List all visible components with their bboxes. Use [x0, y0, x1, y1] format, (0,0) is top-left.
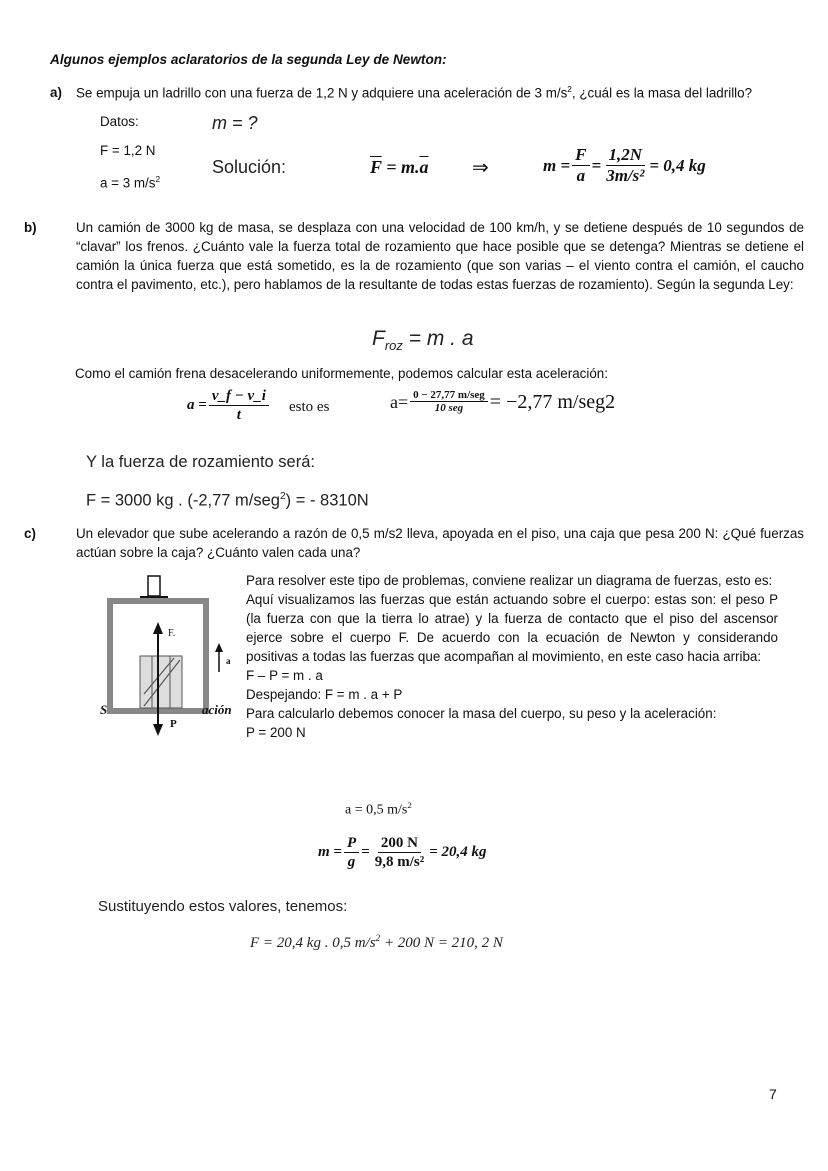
elevator-force-diagram [96, 572, 242, 742]
caption-fragment-right: ación [202, 702, 232, 717]
solucion-label: Solución: [212, 157, 287, 177]
froz-equation: $F_{roz} = m$ . a [372, 327, 474, 354]
acceleration-a-label: a [226, 656, 231, 666]
unknown-mass: m = ? [212, 113, 258, 133]
sustituyendo-text: Sustituyendo estos valores, tenemos: [98, 898, 348, 915]
text-line-4: Despejando: F = m . a + P [246, 687, 403, 702]
dato-fuerza: F = 1,2 N [100, 143, 156, 158]
fuerza-rozamiento-text: Y la fuerza de rozamiento será: [86, 453, 315, 471]
final-force-equation: F = 20,4 kg . 0,5 $m/s^2 + 200$ N = 210, 2 N [250, 934, 503, 951]
caption-fragment-left: S [100, 702, 108, 717]
mass-solution: m = $\frac{F}{a}$ = $\frac{1,2N}{\text{3m/s²}}$ = 0,4 kg [543, 145, 706, 185]
text-line-2: Aquí visualizamos las fuerzas que están actuando sobre el cuerpo: estas son: el peso P (la fuerza con que la tierra lo atrae) y la fuerza de contacto que el piso del ascensor ejerce sobre el cuerpo F. De acuerdo con la ecuación de Newton y considerando positivas a todas las fuerzas que acompañan al movimiento, en este caso hacia arriba: [246, 592, 778, 664]
text-line-3: F – P = m . a [246, 668, 323, 683]
fuerza-rozamiento-calc: F = 3000 kg . (-2,77 m/seg$^2$) = - 8310N [86, 491, 369, 510]
question-c: c) Un elevador que sube acelerando a razón de 0,5 m/s2 lleva, apoyada en el piso, una caja que pesa 200 N: ¿Qué fuerzas actúan sobre la caja? ¿Cuánto valen cada una? [24, 526, 804, 560]
weight-p-label: P [170, 718, 177, 730]
page-title: Algunos ejemplos aclaratorios de la segunda Ley de Newton: [50, 52, 447, 67]
force-f-label: F. [168, 628, 176, 639]
esto-es: esto es [289, 399, 330, 415]
diagram-explanation [246, 571, 778, 742]
question-a: a) Se empuja un ladrillo con una fuerza de 1,2 N y adquiere una aceleración de 3 $m/s^2$, ¿cuál es la masa del ladrillo? [50, 84, 753, 101]
deceleration-text: Como el camión frena desacelerando uniformemente, podemos calcular esta aceleración: [75, 366, 608, 381]
datos-label: Datos: [100, 114, 139, 129]
acceleration-formula: a = $\frac{v\_f - v\_i}{t}$ [187, 388, 271, 424]
question-b: b) Un camión de 3000 kg de masa, se desplaza con una velocidad de 100 km/h, y se detiene después de 10 segundos de “clavar” los frenos. ¿Cuánto vale la fuerza total de rozamiento que hace posible que se detenga? Mientras se detiene el camión la única fuerza que está sometido, es la de rozamiento (que son varias – el viento contra el camión, el caucho contra el pavimento, etc.), pero hablamos de la resultante de todas estas fuerzas de rozamiento). Según la segunda Ley: [24, 220, 804, 292]
label-b: b) [24, 220, 37, 235]
page-number: 7 [769, 1086, 777, 1102]
mass-calc: m = $\frac{P}{g}$ = $\frac{200 N}{\text{9,8 m/s²}}$ = 20,4 kg [318, 835, 487, 870]
acceleration-calc: a= $\frac{\text{0 − 27,77 m/seg}}{\text{10 seg}}$ = −2,77 m/seg2 [390, 389, 616, 415]
label-c: c) [24, 526, 36, 541]
label-a: a) [50, 85, 62, 101]
text-line-1: Para resolver este tipo de problemas, conviene realizar un diagrama de fuerzas, esto es: [246, 573, 773, 588]
acceleration-value: a = 0,5 $m/s^2$ [345, 800, 412, 818]
text-line-6: P = 200 N [246, 725, 306, 740]
text-line-5: Para calcularlo debemos conocer la masa del cuerpo, su peso y la aceleración: [246, 706, 717, 721]
dato-aceleracion: a = 3 $m/s^2$ [100, 174, 161, 191]
vector-equation: $\overline{F} = m.\overline{a}$ [370, 157, 429, 177]
implies-arrow: ⇒ [472, 157, 489, 179]
